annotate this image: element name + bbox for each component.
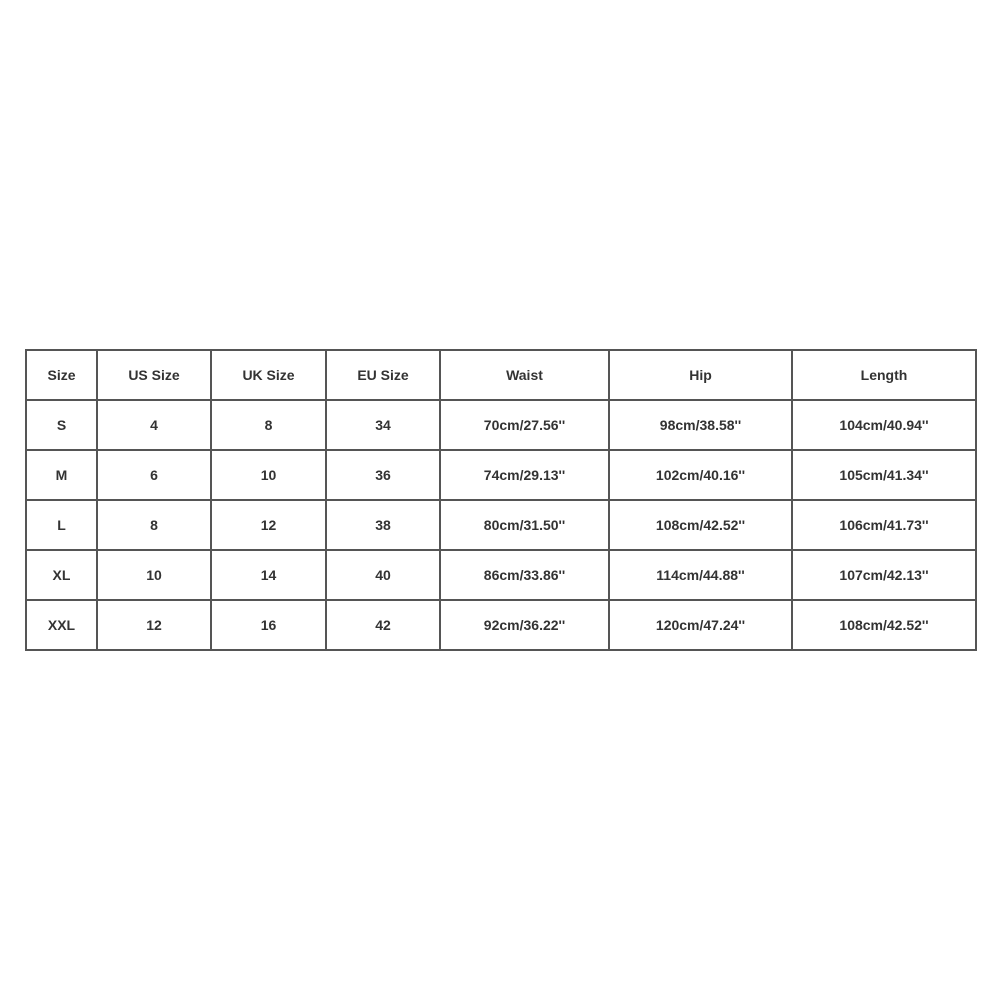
cell-waist: 74cm/29.13'' xyxy=(440,450,609,500)
header-row xyxy=(26,350,976,400)
cell-size: XL xyxy=(26,550,97,600)
header-waist: Waist xyxy=(440,350,609,400)
cell-size: M xyxy=(26,450,97,500)
cell-eu-size: 34 xyxy=(326,400,440,450)
cell-waist: 70cm/27.56'' xyxy=(440,400,609,450)
header-eu-size: EU Size xyxy=(326,350,440,400)
cell-waist: 80cm/31.50'' xyxy=(440,500,609,550)
cell-size: XXL xyxy=(26,600,97,650)
cell-eu-size: 40 xyxy=(326,550,440,600)
cell-hip: 108cm/42.52'' xyxy=(609,500,792,550)
cell-eu-size: 38 xyxy=(326,500,440,550)
size-chart-table xyxy=(25,349,977,651)
cell-eu-size: 42 xyxy=(326,600,440,650)
table-row xyxy=(26,600,976,650)
table-row xyxy=(26,450,976,500)
cell-hip: 98cm/38.58'' xyxy=(609,400,792,450)
header-us-size: US Size xyxy=(97,350,211,400)
header-size: Size xyxy=(26,350,97,400)
cell-uk-size: 16 xyxy=(211,600,326,650)
cell-us-size: 12 xyxy=(97,600,211,650)
cell-uk-size: 12 xyxy=(211,500,326,550)
cell-size: S xyxy=(26,400,97,450)
cell-uk-size: 14 xyxy=(211,550,326,600)
cell-uk-size: 8 xyxy=(211,400,326,450)
cell-us-size: 6 xyxy=(97,450,211,500)
cell-hip: 114cm/44.88'' xyxy=(609,550,792,600)
table-row xyxy=(26,500,976,550)
table-row xyxy=(26,550,976,600)
cell-hip: 102cm/40.16'' xyxy=(609,450,792,500)
cell-hip: 120cm/47.24'' xyxy=(609,600,792,650)
header-hip: Hip xyxy=(609,350,792,400)
cell-uk-size: 10 xyxy=(211,450,326,500)
header-uk-size: UK Size xyxy=(211,350,326,400)
cell-us-size: 8 xyxy=(97,500,211,550)
cell-waist: 86cm/33.86'' xyxy=(440,550,609,600)
cell-length: 108cm/42.52'' xyxy=(792,600,976,650)
cell-waist: 92cm/36.22'' xyxy=(440,600,609,650)
table-row xyxy=(26,400,976,450)
header-length: Length xyxy=(792,350,976,400)
cell-length: 106cm/41.73'' xyxy=(792,500,976,550)
cell-length: 107cm/42.13'' xyxy=(792,550,976,600)
cell-eu-size: 36 xyxy=(326,450,440,500)
cell-length: 105cm/41.34'' xyxy=(792,450,976,500)
cell-us-size: 4 xyxy=(97,400,211,450)
cell-us-size: 10 xyxy=(97,550,211,600)
cell-length: 104cm/40.94'' xyxy=(792,400,976,450)
cell-size: L xyxy=(26,500,97,550)
